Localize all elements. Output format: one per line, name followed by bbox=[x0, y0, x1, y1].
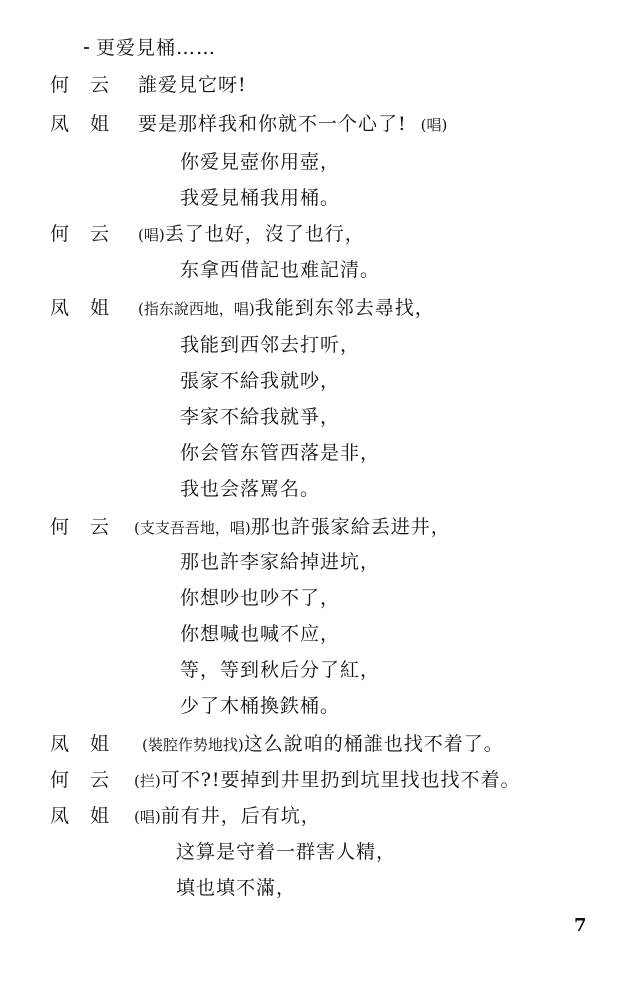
speaker-name: 何 云 bbox=[50, 74, 111, 96]
line-text: 丢了也好，沒了也行， bbox=[164, 223, 365, 245]
line-text: 我也会落罵名。 bbox=[180, 478, 321, 500]
speaker-name: 何 云 bbox=[50, 516, 111, 538]
line-text: 这么說咱的桶誰也找不着了。 bbox=[243, 733, 504, 755]
line-text: 可不?!要掉到井里扔到坑里找也找不着。 bbox=[160, 769, 521, 791]
dialogue-line bbox=[176, 876, 296, 900]
speaker-name: 凤 姐 bbox=[50, 733, 111, 755]
line-text: 誰爱見它呀! bbox=[138, 74, 247, 96]
dialogue-line bbox=[180, 477, 320, 501]
speaker-name: 何 云 bbox=[50, 769, 111, 791]
line-text: 填也填不滿， bbox=[176, 877, 297, 899]
stage-direction: (裝腔作势地找) bbox=[142, 736, 244, 754]
line-text: 你想喊也喊不应， bbox=[180, 623, 341, 645]
stage-direction: (唱) bbox=[420, 116, 448, 134]
stage-direction: (唱) bbox=[138, 226, 165, 244]
page-number: 7 bbox=[574, 915, 587, 936]
line-text: 我能到西邻去打听， bbox=[180, 334, 361, 356]
line-text: 那也許李家給掉进坑， bbox=[180, 551, 381, 573]
dialogue-line bbox=[138, 296, 435, 321]
stage-direction: (唱) bbox=[134, 808, 161, 826]
line-text: 你想吵也吵不了， bbox=[180, 587, 341, 609]
dialogue-line bbox=[180, 622, 340, 646]
dialogue-line bbox=[180, 258, 380, 282]
line-text: 更爱見桶…… bbox=[96, 37, 217, 59]
dialogue-line bbox=[96, 36, 216, 60]
dialogue-line bbox=[138, 112, 447, 137]
dialogue-line bbox=[176, 840, 396, 864]
dialogue-line bbox=[180, 586, 340, 610]
speaker-name: 何 云 bbox=[50, 223, 111, 245]
dialogue-line bbox=[180, 186, 340, 210]
dialogue-line bbox=[180, 550, 380, 574]
margin-dash-mark bbox=[84, 47, 89, 49]
line-text: 你爱見壺你用壺， bbox=[180, 151, 341, 173]
speaker-name: 凤 姐 bbox=[50, 297, 111, 319]
line-text: 張家不給我就吵， bbox=[180, 370, 341, 392]
speaker-name: 凤 姐 bbox=[50, 113, 111, 135]
line-text: 等，等到秋后分了紅， bbox=[180, 659, 381, 681]
line-text: 李家不給我就爭， bbox=[180, 406, 341, 428]
line-text: 我能到东邻去尋找， bbox=[254, 297, 435, 319]
line-text: 你会管东管西落是非， bbox=[180, 442, 381, 464]
dialogue-line bbox=[138, 73, 247, 97]
dialogue-line bbox=[142, 732, 504, 757]
speaker-name: 凤 姐 bbox=[50, 805, 111, 827]
dialogue-line bbox=[180, 405, 340, 429]
line-text: 前有井，后有坑， bbox=[160, 805, 321, 827]
dialogue-line bbox=[180, 658, 380, 682]
line-text: 要是那样我和你就不一个心了! bbox=[138, 113, 407, 135]
line-text: 我爱見桶我用桶。 bbox=[180, 187, 341, 209]
stage-direction: (支支吾吾地，唱) bbox=[134, 519, 251, 537]
dialogue-line bbox=[180, 441, 380, 465]
dialogue-line bbox=[180, 150, 340, 174]
stage-direction: (拦) bbox=[134, 772, 161, 790]
stage-direction: (指东說西地，唱) bbox=[138, 300, 255, 318]
dialogue-line bbox=[134, 515, 451, 540]
dialogue-line bbox=[180, 369, 340, 393]
line-text: 那也許張家給丢进井， bbox=[250, 516, 451, 538]
line-text: 少了木桶換鉄桶。 bbox=[180, 695, 341, 717]
line-text: 东拿西借記也难記清。 bbox=[180, 259, 381, 281]
dialogue-line bbox=[134, 768, 521, 793]
dialogue-line bbox=[134, 804, 321, 829]
line-text: 这算是守着一群害人精， bbox=[176, 841, 397, 863]
dialogue-line bbox=[180, 333, 360, 357]
dialogue-line bbox=[138, 222, 365, 247]
dialogue-line bbox=[180, 694, 340, 718]
